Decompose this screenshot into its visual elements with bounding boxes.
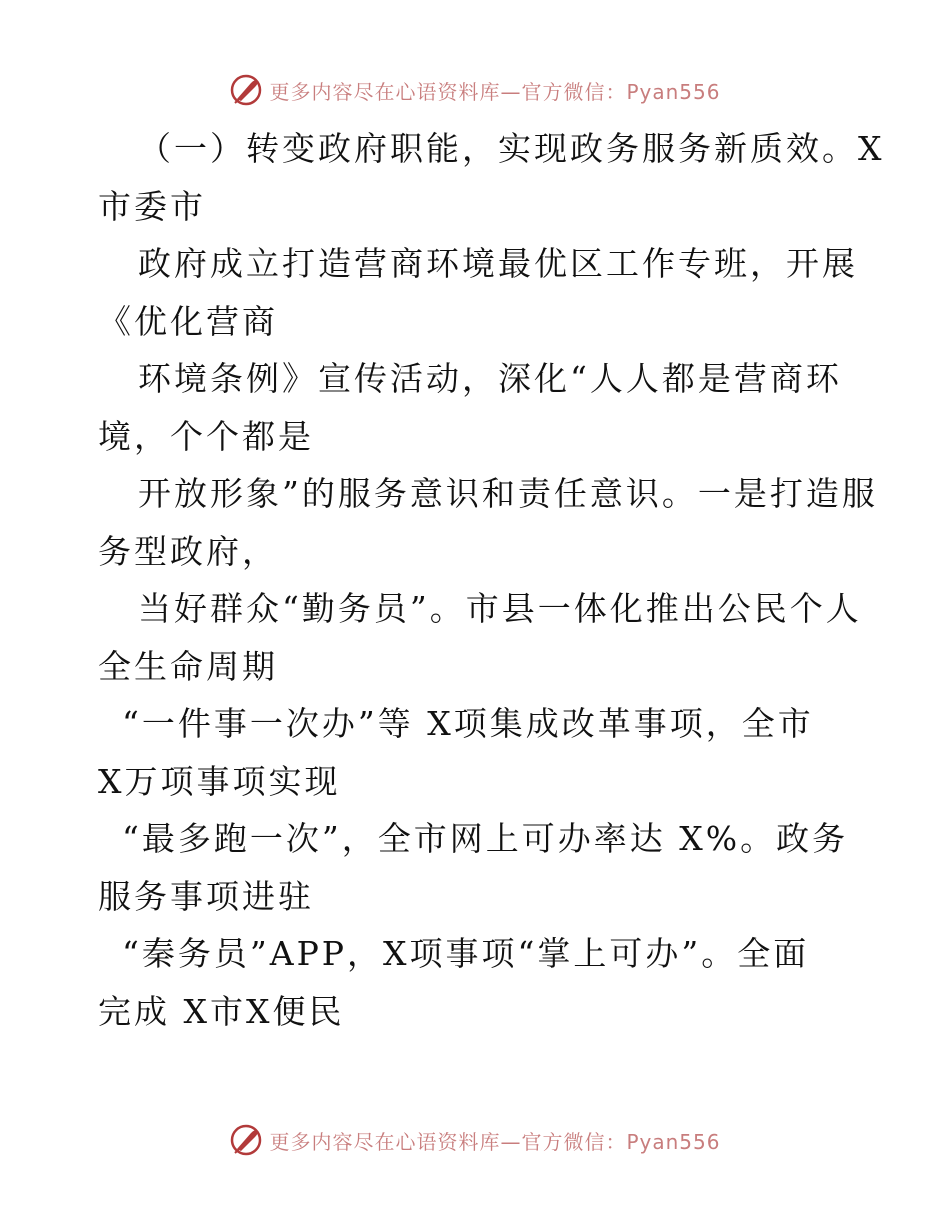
document-line: 市委市 [98,186,206,226]
header-watermark-banner [0,70,950,110]
document-line: 全生命周期 [98,646,278,686]
document-line: 开放形象”的服务意识和责任意识。一是打造服 [138,474,878,513]
document-line: （一）转变政府职能，实现政务服务新质效。X [138,129,885,168]
document-line: 环境条例》宣传活动，深化“人人都是营商环 [138,359,842,398]
document-line: “最多跑一次”，全市网上可办率达 X%。政务 [122,819,849,858]
document-line: 服务事项进驻 [98,876,314,916]
document-line: 政府成立打造营商环境最优区工作专班，开展 [138,244,858,283]
document-line: 务型政府， [98,531,278,571]
document-line: X万项事项实现 [98,761,341,801]
document-body [98,120,885,1040]
document-line: “一件事一次办”等 X项集成改革事项，全市 [122,704,814,743]
document-line: 境，个个都是 [98,416,314,456]
quill-pen-logo-icon [229,73,263,107]
document-line: “秦务员”APP，X项事项“掌上可办”。全面 [122,934,810,973]
quill-pen-logo-icon [229,1123,263,1157]
document-line: 完成 X市X便民 [98,991,345,1031]
footer-watermark-banner [0,1120,950,1160]
header-watermark-text: 更多内容尽在心语资料库—官方微信：Pyan556 [269,79,721,104]
footer-watermark-text: 更多内容尽在心语资料库—官方微信：Pyan556 [269,1129,721,1154]
document-line: 《优化营商 [98,301,278,341]
document-line: 当好群众“勤务员”。市县一体化推出公民个人 [138,589,862,628]
